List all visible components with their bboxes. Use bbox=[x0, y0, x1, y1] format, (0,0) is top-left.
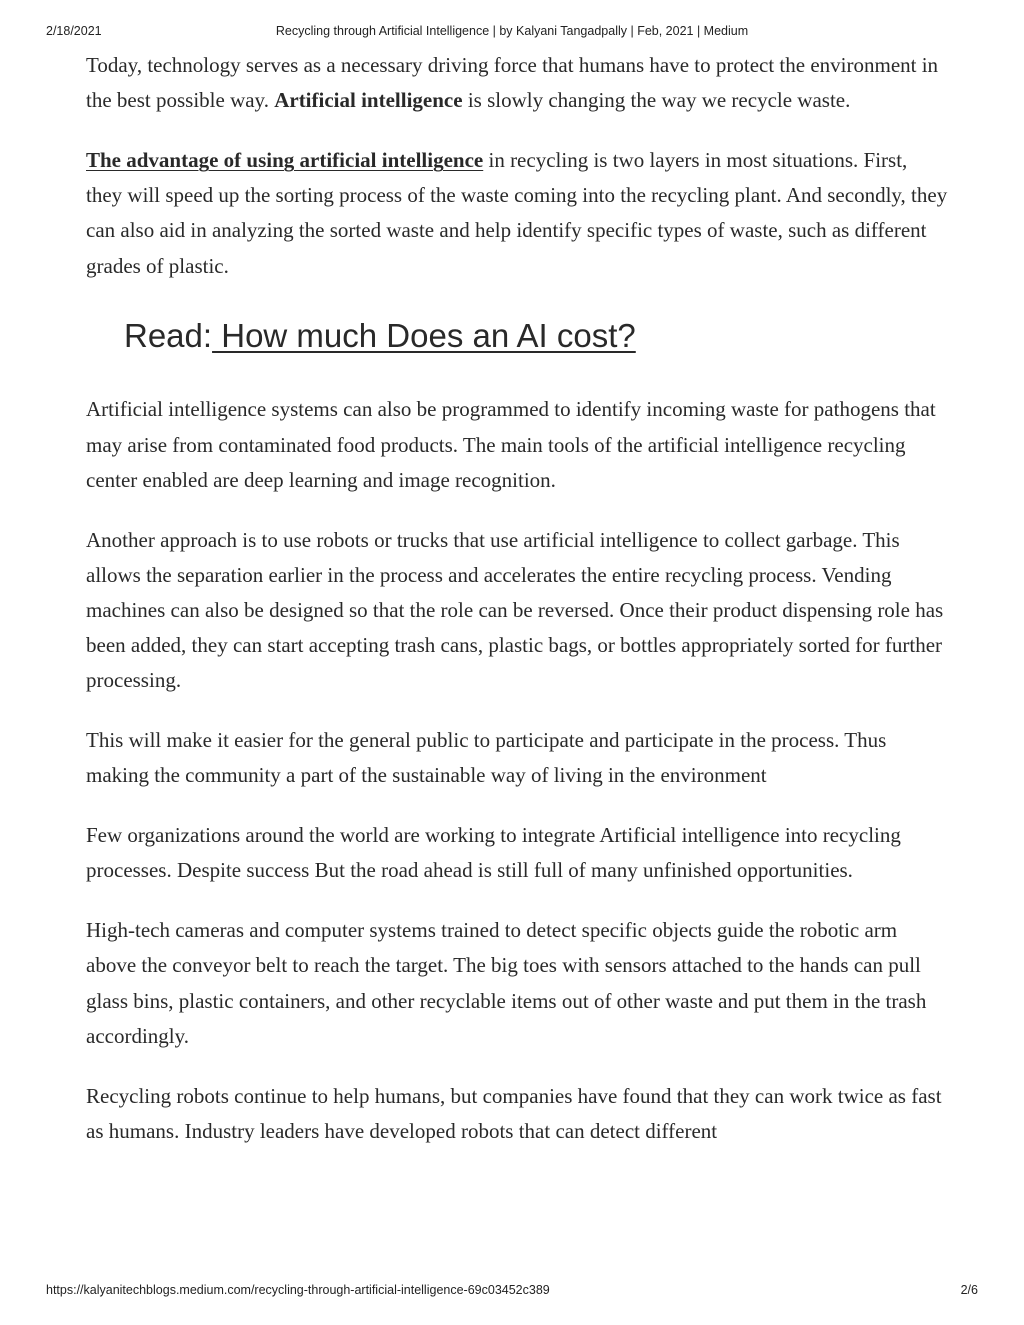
paragraph-intro bbox=[86, 48, 948, 118]
read-heading bbox=[124, 308, 948, 364]
print-url: https://kalyanitechblogs.medium.com/recycling-through-artificial-intelligence-69c03452c389 bbox=[46, 1283, 550, 1297]
print-page-title: Recycling through Artificial Intelligence | by Kalyani Tangadpally | Feb, 2021 | Medium bbox=[275, 24, 749, 38]
print-footer bbox=[0, 1283, 1024, 1299]
article-body bbox=[86, 48, 948, 1174]
advantage-link[interactable]: The advantage of using artificial intelligence bbox=[86, 148, 484, 172]
bold-artificial-intelligence: Artificial intelligence bbox=[274, 88, 463, 113]
print-date: 2/18/2021 bbox=[46, 24, 102, 38]
paragraph-robots-trucks: Another approach is to use robots or trucks that use artificial intelligence to collect garbage. This allows the separation earlier in the process and accelerates the entire recycling process. Vending machines can also be designed so that the role can be reversed. Once their product dispensing role has been added, they can start accepting trash cans, plastic bags, or bottles appropriately sorted for further processing. bbox=[86, 527, 944, 693]
paragraph-intro-text: Today, technology serves as a necessary driving force that humans have to protect the environment in the best possible way. bbox=[86, 53, 939, 113]
paragraph-advantage bbox=[86, 143, 948, 284]
paragraph-organizations: Few organizations around the world are working to integrate Artificial intelligence into recycling processes. Despite success But the road ahead is still full of many unfinished opportunities. bbox=[86, 823, 901, 883]
paragraph-public-participation: This will make it easier for the general public to participate and participate in the process. Thus making the community a part of the sustainable way of living in the environment bbox=[86, 728, 887, 788]
read-heading-prefix: Read: bbox=[124, 317, 213, 355]
paragraph-pathogens: Artificial intelligence systems can also be programmed to identify incoming waste for pathogens that may arise from contaminated food products. The main tools of the artificial intelligence recycling center enabled are deep learning and image recognition. bbox=[86, 397, 936, 492]
paragraph-advantage-text: in recycling is two layers in most situations. First, they will speed up the sorting process of the waste coming into the recycling plant. And secondly, they can also aid in analyzing the sorted waste and help identify specific types of waste, such as different grades of plastic. bbox=[86, 148, 948, 278]
print-header bbox=[0, 24, 1024, 40]
ai-cost-link[interactable]: How much Does an AI cost? bbox=[212, 317, 636, 355]
paragraph-cameras: High-tech cameras and computer systems trained to detect specific objects guide the robotic arm above the conveyor belt to reach the target. The big toes with sensors attached to the hands can pull glass bins, plastic containers, and other recyclable items out of other waste and put them in the trash accordingly. bbox=[86, 918, 927, 1048]
page-number: 2/6 bbox=[960, 1283, 978, 1297]
paragraph-recycling-robots: Recycling robots continue to help humans, but companies have found that they can work twice as fast as humans. Industry leaders have developed robots that can detect different bbox=[86, 1083, 942, 1143]
paragraph-intro-text-end: is slowly changing the way we recycle waste. bbox=[462, 88, 851, 113]
